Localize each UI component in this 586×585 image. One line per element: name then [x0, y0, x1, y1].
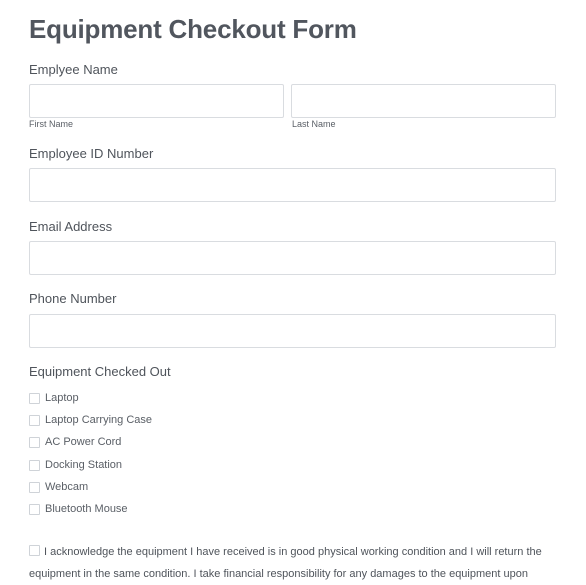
ac-power-cord-label: AC Power Cord — [45, 436, 122, 448]
form-title: Equipment Checkout Form — [29, 14, 357, 44]
equipment-option-laptop-case[interactable] — [29, 413, 152, 427]
acknowledgement-option[interactable] — [29, 541, 549, 585]
docking-station-label: Docking Station — [45, 459, 123, 471]
bluetooth-mouse-checkbox[interactable] — [29, 504, 40, 515]
equipment-option-docking-station[interactable] — [29, 458, 122, 472]
webcam-label: Webcam — [45, 481, 89, 493]
acknowledgement-checkbox[interactable] — [29, 545, 40, 556]
laptop-case-checkbox[interactable] — [29, 415, 40, 426]
laptop-case-label: Laptop Carrying Case — [45, 414, 153, 426]
equipment-option-bluetooth-mouse[interactable] — [29, 502, 128, 516]
phone-input[interactable] — [29, 314, 556, 348]
equipment-option-webcam[interactable] — [29, 480, 88, 494]
bluetooth-mouse-label: Bluetooth Mouse — [45, 503, 128, 515]
last-name-sublabel: Last Name — [292, 119, 336, 129]
equipment-option-laptop[interactable] — [29, 391, 79, 405]
first-name-sublabel: First Name — [29, 119, 74, 129]
employee-id-input[interactable] — [29, 168, 556, 202]
laptop-label: Laptop — [45, 392, 79, 404]
acknowledgement-text: I acknowledge the equipment I have received is in good physical working condition and I will return the equipment in the same condition. I take financial responsibility for any damages to the equipment upon — [29, 546, 542, 580]
last-name-input[interactable] — [291, 84, 556, 118]
equipment-option-ac-power-cord[interactable] — [29, 435, 121, 449]
employee-name-label: Emplyee Name — [29, 62, 118, 77]
employee-id-label: Employee ID Number — [29, 146, 154, 161]
first-name-input[interactable] — [29, 84, 284, 118]
docking-station-checkbox[interactable] — [29, 460, 40, 471]
phone-label: Phone Number — [29, 291, 117, 306]
webcam-checkbox[interactable] — [29, 482, 40, 493]
email-input[interactable] — [29, 241, 556, 275]
ac-power-cord-checkbox[interactable] — [29, 437, 40, 448]
equipment-label: Equipment Checked Out — [29, 364, 171, 379]
email-label: Email Address — [29, 219, 113, 234]
laptop-checkbox[interactable] — [29, 393, 40, 404]
